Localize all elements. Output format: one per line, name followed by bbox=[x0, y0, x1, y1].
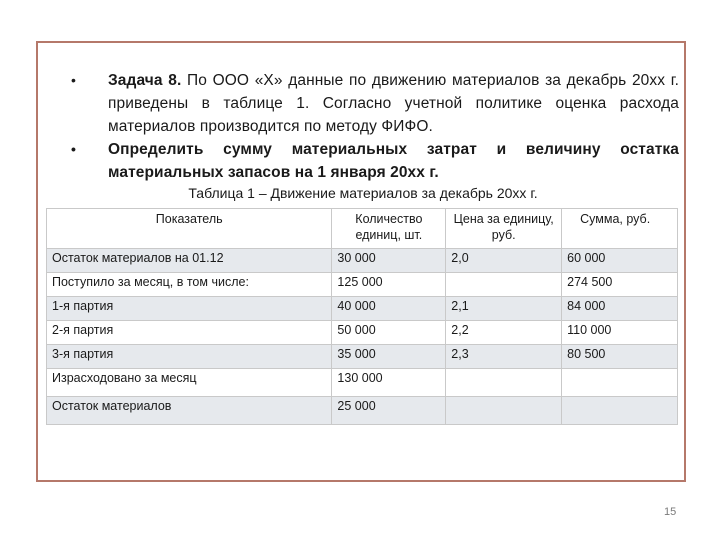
table-row bbox=[47, 321, 678, 345]
cell-unit-price bbox=[446, 397, 562, 425]
task-text: По ООО «Х» данные по движению материалов за декабрь 20хх г. приведены в таблице 1. Согласно учетной политике оценка расхода материалов производится по методу ФИФО. bbox=[108, 72, 680, 135]
cell-unit-price: 2,3 bbox=[446, 345, 562, 369]
table-row bbox=[47, 345, 678, 369]
cell-indicator: 2-я партия bbox=[47, 321, 332, 345]
cell-quantity: 25 000 bbox=[332, 397, 446, 425]
task-label: Задача 8. bbox=[108, 72, 182, 89]
cell-sum: 60 000 bbox=[562, 249, 678, 273]
cell-quantity: 35 000 bbox=[332, 345, 446, 369]
cell-indicator: Поступило за месяц, в том числе: bbox=[47, 273, 332, 297]
cell-quantity: 30 000 bbox=[332, 249, 446, 273]
task-bullets bbox=[71, 69, 680, 184]
cell-indicator: 3-я партия bbox=[47, 345, 332, 369]
table-row bbox=[47, 397, 678, 425]
cell-unit-price: 2,0 bbox=[446, 249, 562, 273]
cell-indicator: 1-я партия bbox=[47, 297, 332, 321]
bullet-item-task bbox=[71, 69, 680, 138]
cell-unit-price bbox=[446, 369, 562, 397]
cell-indicator: Израсходовано за месяц bbox=[47, 369, 332, 397]
header-sum: Сумма, руб. bbox=[562, 209, 678, 249]
table-row bbox=[47, 297, 678, 321]
bullet-dot-icon: • bbox=[71, 72, 77, 88]
cell-quantity: 130 000 bbox=[332, 369, 446, 397]
cell-sum bbox=[562, 369, 678, 397]
cell-quantity: 40 000 bbox=[332, 297, 446, 321]
bullet-item-question bbox=[71, 138, 679, 184]
slide-frame bbox=[36, 41, 686, 482]
cell-indicator: Остаток материалов на 01.12 bbox=[47, 249, 332, 273]
cell-sum: 110 000 bbox=[562, 321, 678, 345]
cell-indicator: Остаток материалов bbox=[47, 397, 332, 425]
table-caption: Таблица 1 – Движение материалов за декабрь 20хх г. bbox=[188, 185, 538, 201]
cell-unit-price: 2,1 bbox=[446, 297, 562, 321]
page-number: 15 bbox=[664, 506, 677, 518]
table-row bbox=[47, 273, 678, 297]
cell-unit-price: 2,2 bbox=[446, 321, 562, 345]
header-indicator: Показатель bbox=[47, 209, 332, 249]
cell-unit-price bbox=[446, 273, 562, 297]
question-text: Определить сумму материальных затрат и величину остатка материальных запасов на 1 января 20хх г. bbox=[108, 141, 679, 181]
cell-quantity: 125 000 bbox=[332, 273, 446, 297]
header-unit-price: Цена за единицу, руб. bbox=[446, 209, 562, 249]
cell-sum bbox=[562, 397, 678, 425]
cell-sum: 274 500 bbox=[562, 273, 678, 297]
header-quantity: Количество единиц, шт. bbox=[332, 209, 446, 249]
cell-quantity: 50 000 bbox=[332, 321, 446, 345]
materials-table bbox=[46, 208, 678, 425]
table-row bbox=[47, 249, 678, 273]
bullet-dot-icon: • bbox=[71, 141, 77, 157]
table-row bbox=[47, 369, 678, 397]
cell-sum: 80 500 bbox=[562, 345, 678, 369]
table-header-row bbox=[47, 209, 678, 249]
cell-sum: 84 000 bbox=[562, 297, 678, 321]
